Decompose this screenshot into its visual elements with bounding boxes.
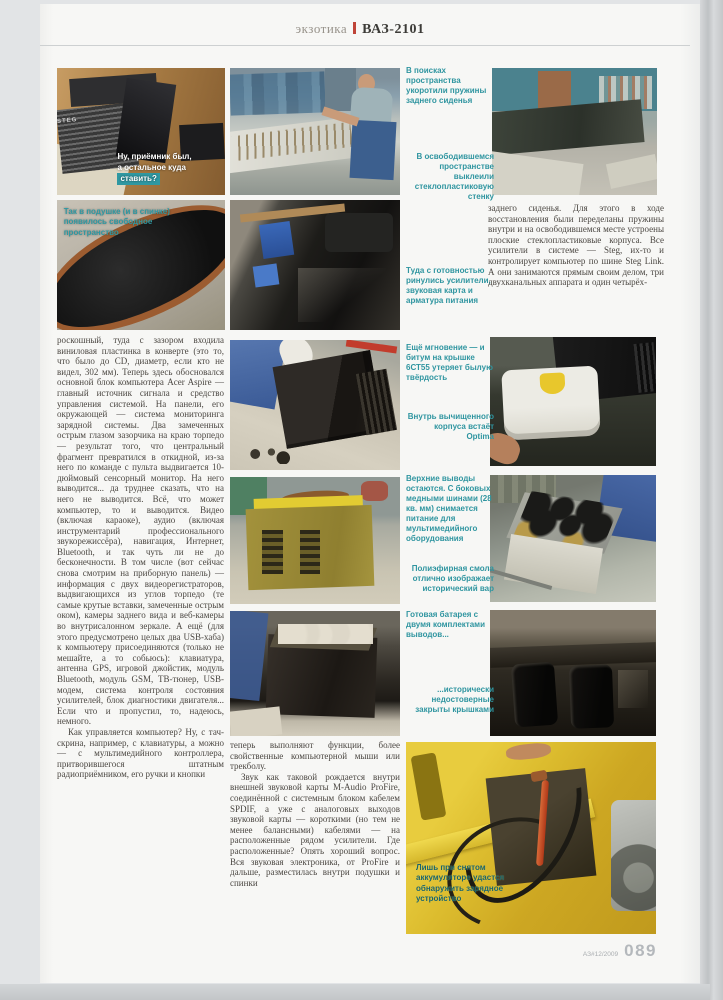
black-panel bbox=[325, 213, 393, 252]
photo-old-battery-case bbox=[230, 477, 400, 604]
scan-edge-right bbox=[700, 0, 723, 1000]
worker-blue-clothing bbox=[230, 611, 268, 701]
photo-seat-back-electronics bbox=[230, 200, 400, 330]
caption-rushed-in: Туда с готовностью ринулись усилители, звуковая карта и арматура питания bbox=[406, 266, 491, 305]
caption-optima: Внутрь вычищенного корпуса встаёт Optima bbox=[407, 412, 494, 441]
seat-base-slab bbox=[492, 99, 645, 156]
photo-battery-terminals bbox=[490, 475, 656, 602]
issue-label: АЗ#12/2009 bbox=[582, 951, 619, 958]
header-divider-bar bbox=[353, 22, 356, 34]
paragraph: Как управляется компьютер? Ну, с тач-скрина, например, с клавиатуры, а можно — с мультимедийного контроллера, притворившегося штатным радиоприёмником, его ручки и кнопки bbox=[57, 726, 224, 780]
photo-workshop-seat-frame bbox=[230, 68, 400, 195]
paragraph: теперь выполняют функции, более свойственные компьютерной мыши или трекболу. bbox=[230, 740, 400, 772]
caption-covers: ...исторически недостоверные закрыты крышками bbox=[415, 685, 494, 714]
panel-slot bbox=[411, 752, 447, 821]
silver-component bbox=[611, 800, 656, 911]
light-floor bbox=[230, 706, 282, 736]
worker-overalls bbox=[349, 120, 396, 181]
covering-sheet bbox=[605, 155, 657, 190]
article-column-right bbox=[488, 203, 664, 288]
light-glint bbox=[618, 670, 648, 708]
circuit-board bbox=[258, 221, 293, 259]
case-vent-slots bbox=[300, 530, 320, 573]
paragraph: Звук как таковой рождается внутри внешней звуковой карты M-Audio ProFire, соединённой с системным блоком кабелем SPDIF, а уже с аналоговых выходов звуковой карты — короткими (но тем не менее балансными) кабелями — на расположенные рядом усилители. Где расположенные? Опять хороший вопрос. Вся звуковая электроника, от ProFire и дальше, разместилась внутри подушки и спинки bbox=[230, 771, 400, 888]
caption-bitumen: Ещё мгновение — и битум на крышке 6СТ55 утеряет былую твёрдость bbox=[406, 343, 493, 382]
photo-battery-resin-caps bbox=[230, 611, 400, 736]
photo-seat-base-workbench bbox=[492, 68, 657, 195]
page-number: 089 bbox=[624, 941, 657, 960]
paragraph: заднего сиденья. Для этого в ходе восстановления были переделаны пружины внутри и на освободившемся месте устроены плоские стеклопластиковые корпуса. Все усилители в системе — Steg, их-то и контролирует компьютер по шине Steg Link. А они занимаются прямым своим делом, три двухканальных аппарата и один четырёх- bbox=[488, 203, 664, 288]
photo-overlay-caption-cushion: Так в подушке (и в спинке) появилось свободное пространство bbox=[63, 206, 170, 237]
paragraph: роскошный, туда с зазором входила виниловая пластинка в конверте (это то, что было до CD, диаметр, если кто не видел, 302 мм). Теперь здесь обосновался основной блок компьютера Acer Aspire — главный источник сигнала и средство управления системой. На панели, его окружающей — система мониторинга зарядной системы. Два замеченных острым глазом зазорчика на краю торпедо — результат того, что центральный фрагмент превратился в откидной, из-за него по команде с пульта выдвигается 10-дюймовый сенсорный монитор. На него выводится... да труднее сказать, что на него не выводится. Всё, что может компьютер, то и выводится. Видео (включая караоке), аудио (включая инструментарий профессионального звукорежиссёра), навигация, Интернет, Bluetooth, и так чуть ли не до бесконечности. В том числе (вот сейчас снова смотрим на приборную панель) — информация с двух видеорегистраторов, выдвигающихся из углов торпедо (те самые крутые вставки, замеченные острым оком), камеры заднего вида и веб-камеры во внутрисалонном зеркале. А ещё (для этого предусмотрено целых два USB-хаба) к компьютеру присоединяются (только не мешайте, а то собьюсь): клавиатура, антенна GPS, игровой джойстик, модуль Bluetooth, модуль GSM, ТВ-тюнер, USB-модем, система контроля состояния усилителей, блок диагностики двигателя... Если что и пропустил, то, надеюсь, немного. bbox=[57, 335, 224, 727]
case-vent-slots bbox=[262, 530, 282, 573]
header-rule bbox=[40, 45, 690, 46]
case-ribbed-edge bbox=[634, 343, 656, 394]
caption-fiberglass-wall: В освободившемся пространстве выклеили стеклопластиковую стенку bbox=[414, 152, 494, 201]
white-cell-caps bbox=[278, 624, 373, 644]
photo-overlay-caption-receiver bbox=[117, 151, 221, 185]
scan-edge-bottom bbox=[0, 984, 710, 1000]
photo-bitumen-heating bbox=[230, 340, 400, 470]
section-label: экзотика bbox=[295, 21, 348, 36]
caption-springs: В поисках пространства укоротили пружины заднего сиденья bbox=[406, 66, 487, 105]
photo-optima-into-case bbox=[490, 337, 656, 466]
black-cover bbox=[511, 661, 558, 727]
caption-terminals: Верхние выводы остаются. С боковых медными шинами (28 кв. мм) снимается питание для мультимедийного оборудования bbox=[406, 474, 492, 543]
photo-engine-bay-charger bbox=[406, 742, 656, 934]
panel-sheen bbox=[298, 268, 386, 323]
floor-debris bbox=[239, 444, 293, 464]
photo-amplifiers-on-table bbox=[57, 68, 225, 195]
amp-brand-label: STEG bbox=[57, 117, 78, 126]
caption-resin: Полиэфирная смола отлично изображает исторический вар bbox=[411, 564, 494, 593]
overlay-line: Ну, приёмник был, bbox=[117, 151, 192, 161]
red-tool bbox=[345, 340, 396, 353]
red-background-object bbox=[361, 481, 388, 501]
circuit-board bbox=[252, 263, 278, 287]
article-column-middle bbox=[230, 740, 400, 888]
page-header bbox=[0, 20, 720, 38]
workshop-shelves bbox=[230, 71, 326, 115]
covering-sheet bbox=[492, 150, 584, 195]
article-model-title: ВАЗ-2101 bbox=[362, 22, 425, 37]
overlay-line: а остальное куда bbox=[117, 162, 186, 172]
photo-battery-covers bbox=[490, 610, 656, 736]
photo-overlay-caption-charger: Лишь при снятом аккумуляторе удастся обнаружить зарядное устройство bbox=[416, 862, 505, 904]
overlay-line-highlight: ставить? bbox=[117, 173, 159, 185]
black-cover bbox=[569, 665, 614, 729]
caption-ready-battery: Готовая батарея с двумя комплектами выводов... bbox=[406, 610, 486, 639]
photo-seat-cushion-opened bbox=[57, 200, 225, 330]
article-column-left bbox=[57, 335, 224, 780]
page-footer bbox=[583, 941, 657, 961]
